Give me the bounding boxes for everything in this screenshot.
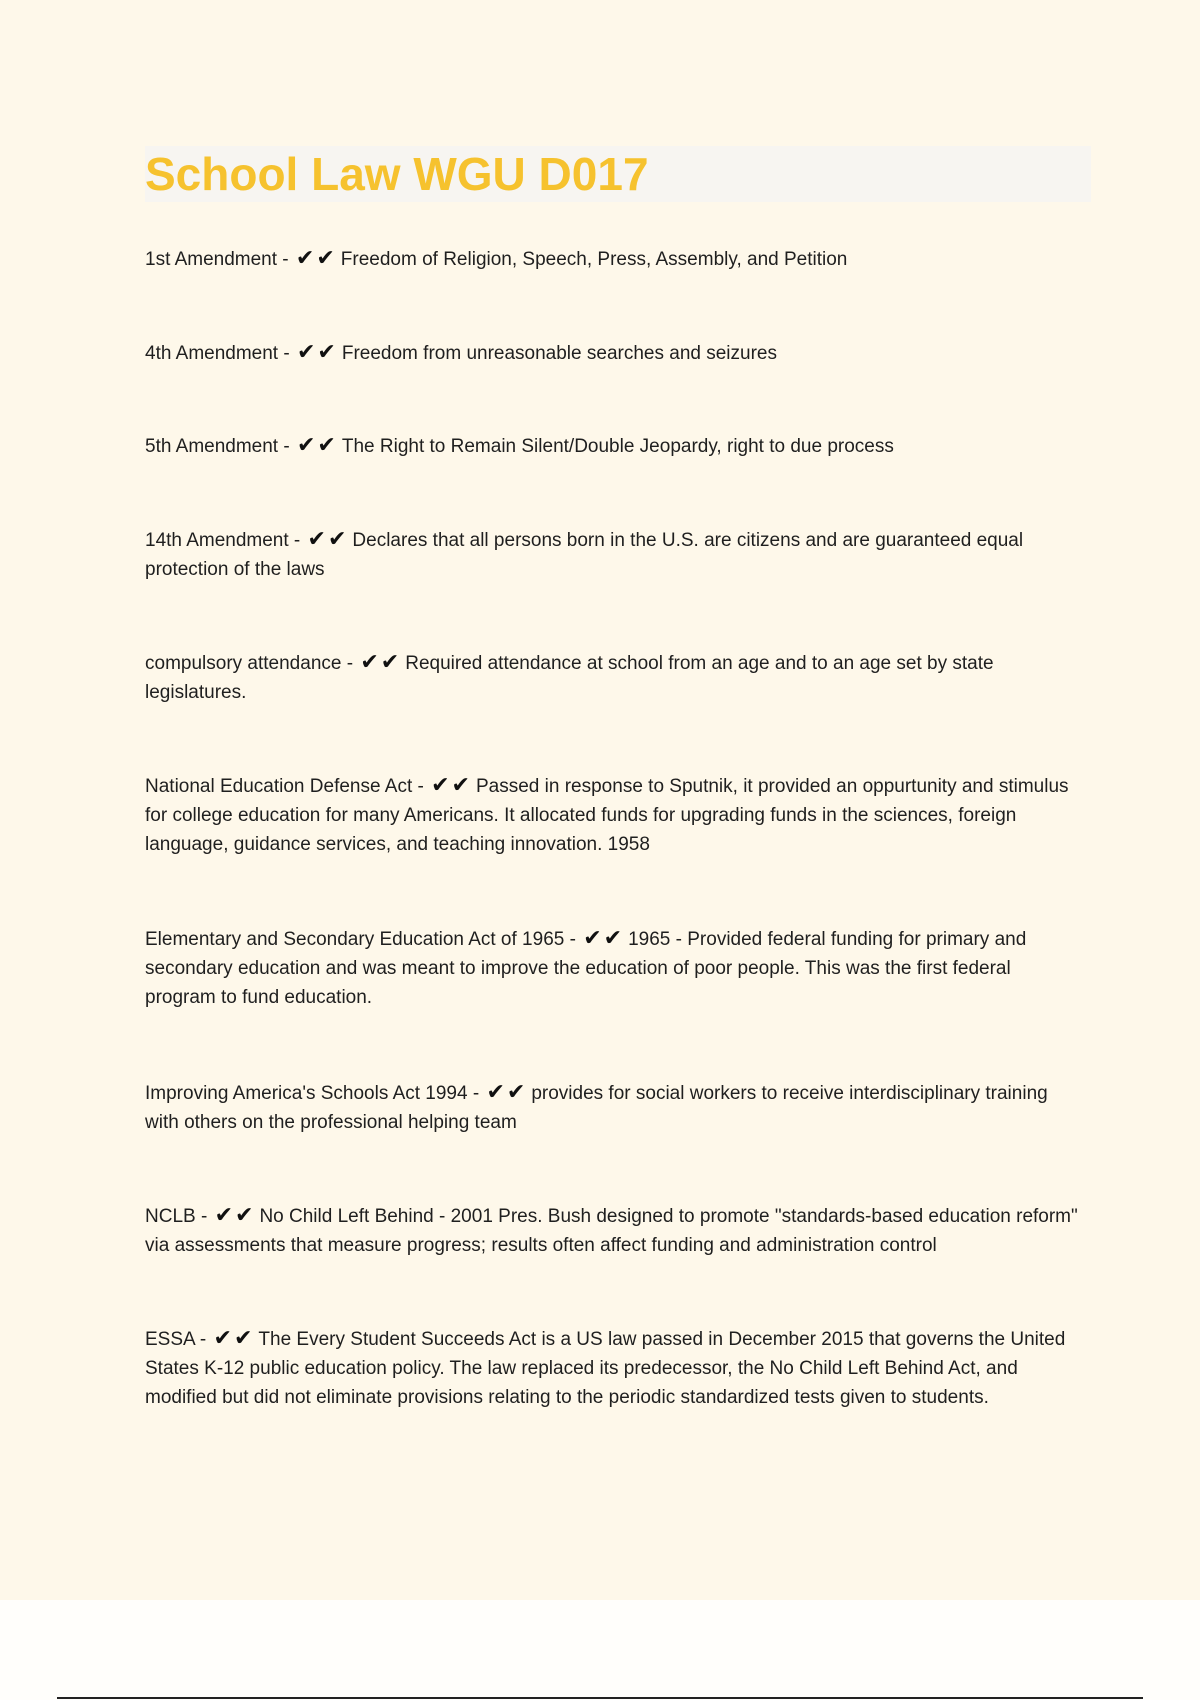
list-item	[145, 1201, 1080, 1260]
entry-definition: Required attendance at school from an age and to an age set by state legislatures.	[145, 653, 994, 703]
double-check-icon: ✔✔	[360, 650, 402, 675]
entry-definition: No Child Left Behind - 2001 Pres. Bush designed to promote "standards-based education reform" via assessments that measure progress; results often affect funding and administration control	[145, 1206, 1078, 1256]
double-check-icon: ✔✔	[431, 773, 472, 798]
entry-term: compulsory attendance -	[145, 653, 354, 674]
entry-definition: 1965 - Provided federal funding for primary and secondary education and was meant to improve the education of poor people. This was the first federal program to fund education.	[145, 929, 1027, 1008]
entry-term: National Education Defense Act -	[145, 776, 424, 797]
double-check-icon: ✔✔	[296, 340, 338, 365]
list-item	[145, 771, 1080, 859]
double-check-icon: ✔✔	[486, 1080, 528, 1105]
entry-term: 14th Amendment -	[145, 530, 301, 551]
list-item	[145, 525, 1080, 584]
entry-term: NCLB -	[145, 1206, 208, 1227]
list-item	[145, 924, 1080, 1012]
double-check-icon: ✔✔	[307, 527, 349, 552]
entry-definition: Declares that all persons born in the U.S. are citizens and are guaranteed equal protection of the laws	[145, 530, 1024, 580]
double-check-icon: ✔✔	[214, 1203, 256, 1228]
entry-term: 1st Amendment -	[145, 249, 289, 270]
entry-term: Elementary and Secondary Education Act of 1965 -	[145, 929, 576, 950]
page-title: School Law WGU D017	[145, 148, 649, 200]
entry-term: ESSA -	[145, 1329, 207, 1350]
list-item	[145, 338, 777, 368]
entry-definition: Freedom of Religion, Speech, Press, Assembly, and Petition	[340, 249, 848, 270]
entry-definition: provides for social workers to receive interdisciplinary training with others on the professional helping team	[145, 1083, 1048, 1133]
entry-definition: Freedom from unreasonable searches and seizures	[341, 343, 777, 364]
list-item	[145, 648, 1080, 707]
double-check-icon: ✔✔	[296, 433, 338, 458]
entry-term: 5th Amendment -	[145, 436, 290, 457]
double-check-icon: ✔✔	[295, 246, 337, 271]
entry-definition: Passed in response to Sputnik, it provided an oppurtunity and stimulus for college education for many Americans. It allocated funds for upgrading funds in the sciences, foreign language, guidance services, and teaching innovation. 1958	[145, 776, 1069, 855]
entry-term: Improving America's Schools Act 1994 -	[145, 1083, 480, 1104]
list-item	[145, 1324, 1080, 1412]
list-item	[145, 431, 894, 461]
double-check-icon: ✔✔	[583, 926, 625, 951]
entry-definition: The Every Student Succeeds Act is a US law passed in December 2015 that governs the United States K-12 public education policy. The law replaced its predecessor, the No Child Left Behind Act, and modified but did not eliminate provisions relating to the periodic standardized tests given to students.	[145, 1329, 1066, 1408]
list-item	[145, 1078, 1080, 1137]
entry-definition: The Right to Remain Silent/Double Jeopardy, right to due process	[341, 436, 894, 457]
entry-term: 4th Amendment -	[145, 343, 290, 364]
list-item	[145, 244, 847, 274]
footer-divider	[57, 1697, 1143, 1699]
double-check-icon: ✔✔	[213, 1326, 255, 1351]
